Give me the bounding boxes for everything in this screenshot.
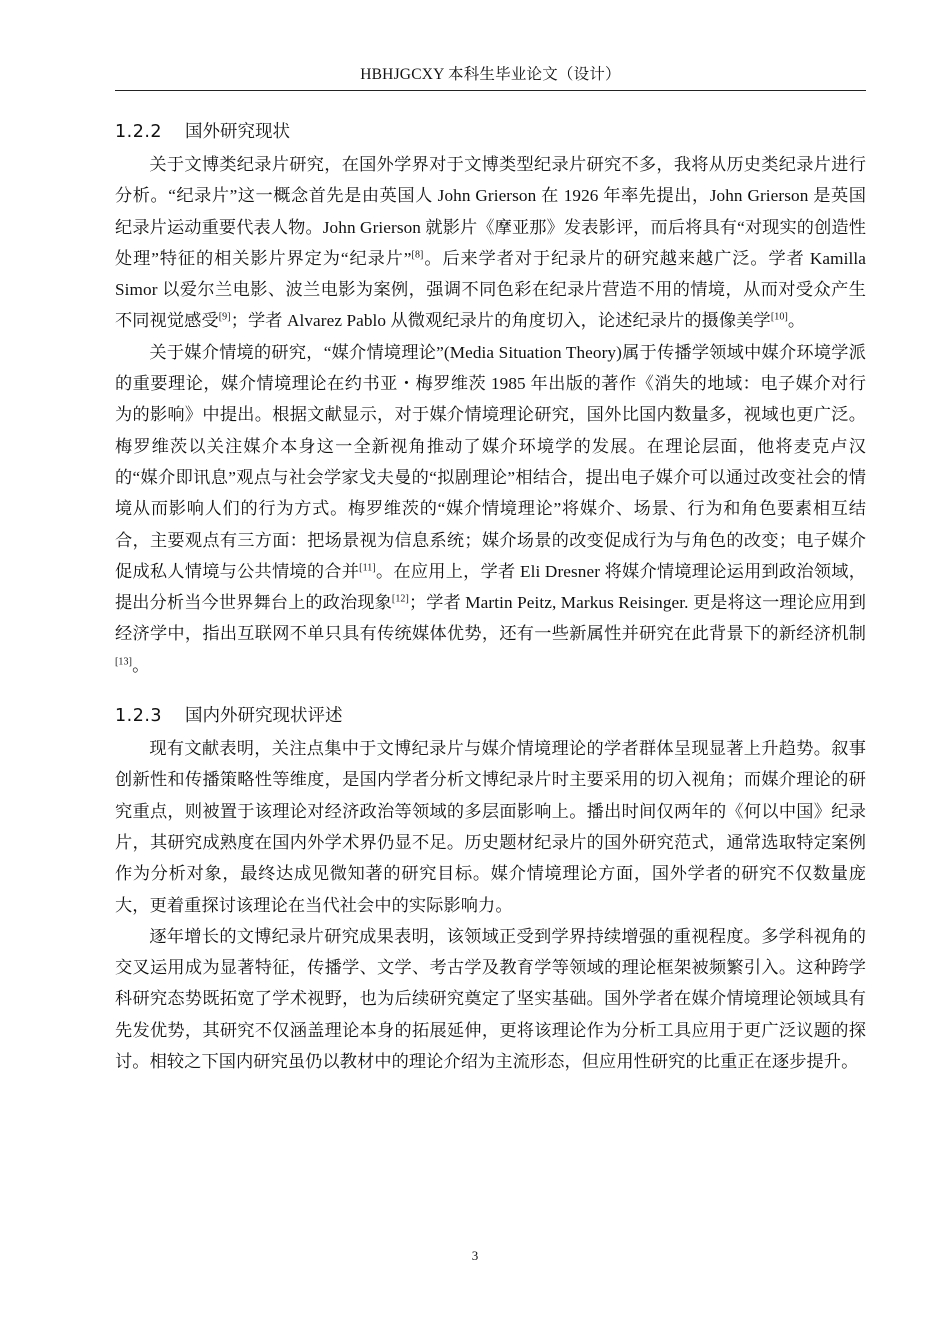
paragraph-text: ；学者 Alvarez Pablo 从微观纪录片的角度切入，论述纪录片的摄像美学 <box>230 311 771 331</box>
paragraph-text: ；学者 Martin Peitz, Markus Reisinger. 更是将这一理论应用到经济学中，指出互联网不单只具有传统媒体优势，还有一些新属性并研究在此背景下的新经济机制 <box>115 593 866 644</box>
paragraph <box>115 921 866 1077</box>
section-number: 1.2.2 <box>115 122 163 142</box>
section-heading <box>115 115 866 149</box>
citation-ref: [13] <box>115 656 133 668</box>
citation-ref: [10] <box>770 311 788 323</box>
section-1-2-3 <box>115 699 866 1077</box>
paragraph-text: 现有文献表明，关注点集中于文博纪录片与媒介情境理论的学者群体呈现显著上升趋势。叙事创新性和传播策略性等维度，是国内学者分析文博纪录片时主要采用的切入视角；而媒介理论的研究重点，则被置于该理论对经济政治等领域的多层面影响上。播出时间仅两年的《何以中国》纪录片，其研究成熟度在国内外学术界仍显不足。历史题材纪录片的国外研究范式，通常选取特定案例作为分析对象，最终达成见微知著的研究目标。媒介情境理论方面，国外学者的研究不仅数量庞大，更着重探讨该理论在当代社会中的实际影响力。 <box>115 739 866 915</box>
paragraph-text: 逐年增长的文博纪录片研究成果表明，该领域正受到学界持续增强的重视程度。多学科视角的交叉运用成为显著特征，传播学、文学、考古学及教育学等领域的理论框架被频繁引入。这种跨学科研究态势既拓宽了学术视野，也为后续研究奠定了坚实基础。国外学者在媒介情境理论领域具有先发优势，其研究不仅涵盖理论本身的拓展延伸，更将该理论作为分析工具应用于更广泛议题的探讨。相较之下国内研究虽仍以教材中的理论介绍为主流形态，但应用性研究的比重正在逐步提升。 <box>115 926 866 1072</box>
paragraph-text: 。后来学者对于纪录片的研究越来越广泛。学者 Kamilla Simor 以爱尔兰电影、波兰电影为案例，强调不同色彩在纪录片营造不用的情境，从而对受众产生不同视觉感受 <box>115 248 866 331</box>
section-title: 国外研究现状 <box>185 122 290 142</box>
section-number: 1.2.3 <box>115 706 163 727</box>
paragraph-text: 。在应用上，学者 Eli Dresner 将媒介情境理论运用到政治领域，提出分析当今世界舞台上的政治现象 <box>115 561 866 613</box>
paragraph <box>115 337 866 681</box>
citation-ref: [11] <box>359 562 376 574</box>
paragraph <box>115 733 866 921</box>
paragraph-text: 关于媒介情境的研究，“媒介情境理论”(Media Situation Theory)属于传播学领域中媒介环境学派的重要理论，媒介情境理论在约书亚・梅罗维茨 1985 年出版的著作《消失的地域：电子媒介对行为的影响》中提出。根据文献显示，对于媒介情境理论研究，国外比国内数量多，视域也更广泛。梅罗维茨以关注媒介本身这一全新视角推动了媒介环境学的发展。在理论层面，他将麦克卢汉的“媒介即讯息”观点与社会学家戈夫曼的“拟剧理论”相结合，提出电子媒介可以通过改变社会的情境从而影响人们的行为方式。梅罗维茨的“媒介情境理论”将媒介、场景、行为和角色要素相互结合，主要观点有三方面：把场景视为信息系统；媒介场景的改变促成行为与角色的改变；电子媒介促成私人情境与公共情境的合并 <box>115 342 866 581</box>
paragraph <box>115 149 866 337</box>
paragraph-text: 。 <box>132 655 150 675</box>
citation-ref: [8] <box>411 249 424 261</box>
running-header: HBHJGCXY 本科生毕业论文（设计） <box>360 66 621 83</box>
section-title: 国内外研究现状评述 <box>185 706 343 727</box>
page-number: 3 <box>471 1248 479 1263</box>
section-gap <box>115 687 866 699</box>
header-rule <box>115 90 866 91</box>
section-1-2-2 <box>115 115 866 681</box>
citation-ref: [12] <box>391 593 409 605</box>
paragraph-text: 。 <box>787 311 806 331</box>
page-body <box>115 115 866 1077</box>
section-heading <box>115 699 866 733</box>
citation-ref: [9] <box>218 311 231 323</box>
paragraph-text: 关于文博类纪录片研究，在国外学界对于文博类型纪录片研究不多，我将从历史类纪录片进行分析。“纪录片”这一概念首先是由英国人 John Grierson 在 1926 年率先提出，John Grierson 是英国纪录片运动重要代表人物。John Grierson 就影片《摩亚那》发表影评，而后将具有“对现实的创造性处理”特征的相关影片界定为“纪录片” <box>115 155 866 268</box>
